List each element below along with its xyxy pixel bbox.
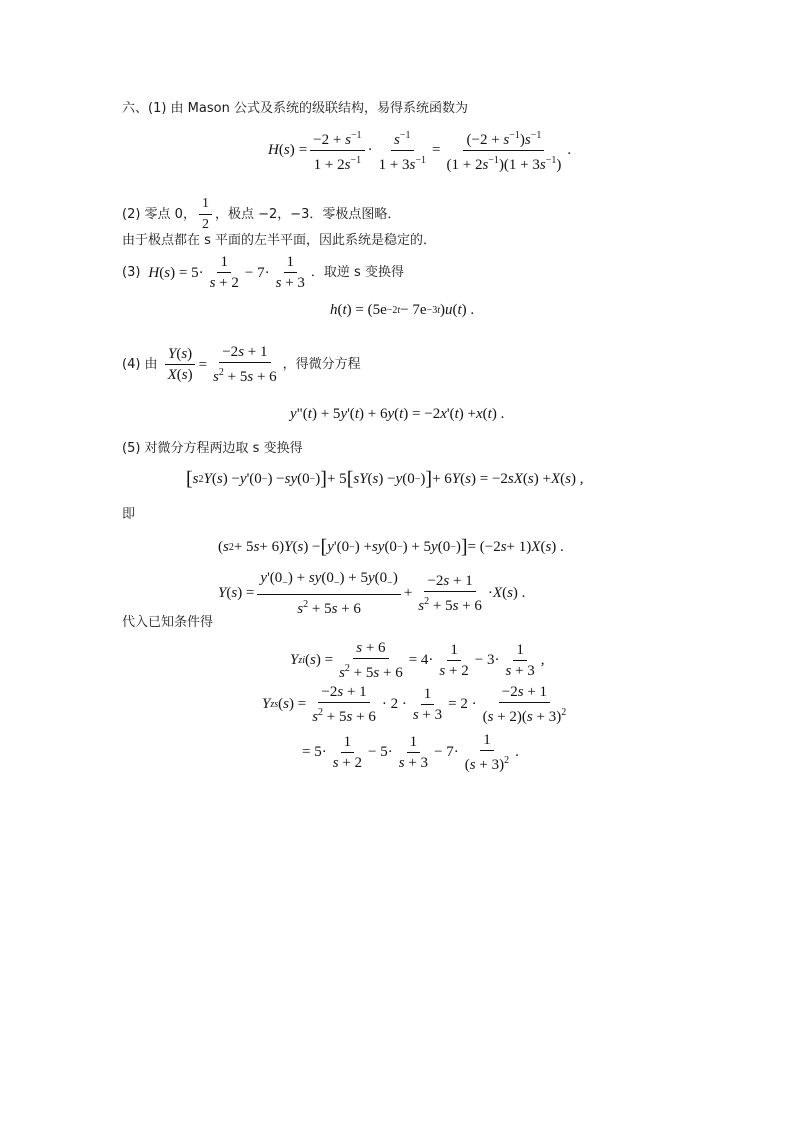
part5-text: (5) 对微分方程两边取 s 变换得 [122, 441, 303, 456]
equation-h-s-partial: H ( s ) = 5· $\frac{1}{s + 2}$ − 7· $\frac{1}{s + 3}$ [148, 254, 305, 291]
equation-h-s: H ( s ) = $\frac{-2 + s^{-1}}{1 + 2s^{-1}}$ · $\frac{s^{-1}}{1 + 3s^{-1}}$ = $\frac{(-2 + s^{-1})s^{-1}}{(1 + 2s^{-1})(1 + 3s^{-1})}$ . [268, 130, 572, 173]
part2-suffix: ，极点 −2，−3．零极点图略． [214, 206, 401, 222]
stability-text: 由于极点都在 s 平面的左半平面，因此系统是稳定的． [122, 233, 437, 248]
equation-y-s: Y ( s ) = $\frac{y'(0_-) + sy(0_-) + 5y(0_-)}{s^2 + 5s + 6}$ + $\frac{-2s + 1}{s^2 + 5s + 6}$ · X ( s ) . [218, 570, 526, 617]
equation-s-transform: [ s 2 Y ( s ) − y '(0 − ) − sy (0 − ) ] + 5 [ sY ( s ) − y (0 − ) ] + 6 Y ( s ) = −2 sX ( s ) + X ( s ) , [186, 468, 584, 490]
part2-line [122, 196, 400, 233]
part3-suffix: ．取逆 s 变换得 [310, 264, 404, 280]
part3-label: (3) [122, 264, 141, 280]
equation-transfer: $\frac{Y(s)}{X(s)}$ = $\frac{-2s + 1}{s^2 + 5s + 6}$ [162, 344, 283, 385]
ji-text: 即 [122, 507, 136, 522]
part4-line [122, 344, 361, 385]
half-den: 2 [201, 217, 209, 232]
part4-label: (4) 由 [122, 356, 158, 372]
part3-line [122, 254, 404, 291]
substitute-text: 代入已知条件得 [122, 615, 214, 630]
equation-collected: ( s 2 + 5 s + 6) Y ( s ) − [ y '(0 − ) + sy (0 − ) + 5 y (0 − ) ] = (−2 s + 1) X ( s ) . [218, 536, 564, 558]
half-fraction [199, 196, 212, 233]
equation-yzs: Y zs ( s ) = $\frac{-2s + 1}{s^2 + 5s + 6}$ · 2 · $\frac{1}{s + 3}$ = 2 · $\frac{-2s + 1}{(s + 2)(s + 3)^2}$ [262, 684, 567, 725]
equation-yzs-expanded: = 5· $\frac{1}{s + 2}$ − 5· $\frac{1}{s + 3}$ − 7· $\frac{1}{(s + 3)^2}$ . [302, 732, 519, 773]
equation-h-t: h ( t ) = (5e −2t − 7e −3t ) u ( t ) . [330, 302, 475, 318]
part1-text: 六、(1) 由 Mason 公式及系统的级联结构，易得系统函数为 [122, 101, 468, 116]
equation-yzi: Y zi ( s ) = $\frac{s + 6}{s^2 + 5s + 6}$ = 4· $\frac{1}{s + 2}$ − 3· $\frac{1}{s + 3}$ , [290, 640, 545, 681]
part2-prefix: (2) 零点 0， [122, 206, 196, 222]
part4-suffix: ，得微分方程 [282, 356, 361, 372]
equation-differential: y "( t ) + 5 y '( t ) + 6 y ( t ) = −2 x '( t ) + x ( t ) . [290, 406, 505, 422]
half-num: 1 [199, 196, 212, 215]
